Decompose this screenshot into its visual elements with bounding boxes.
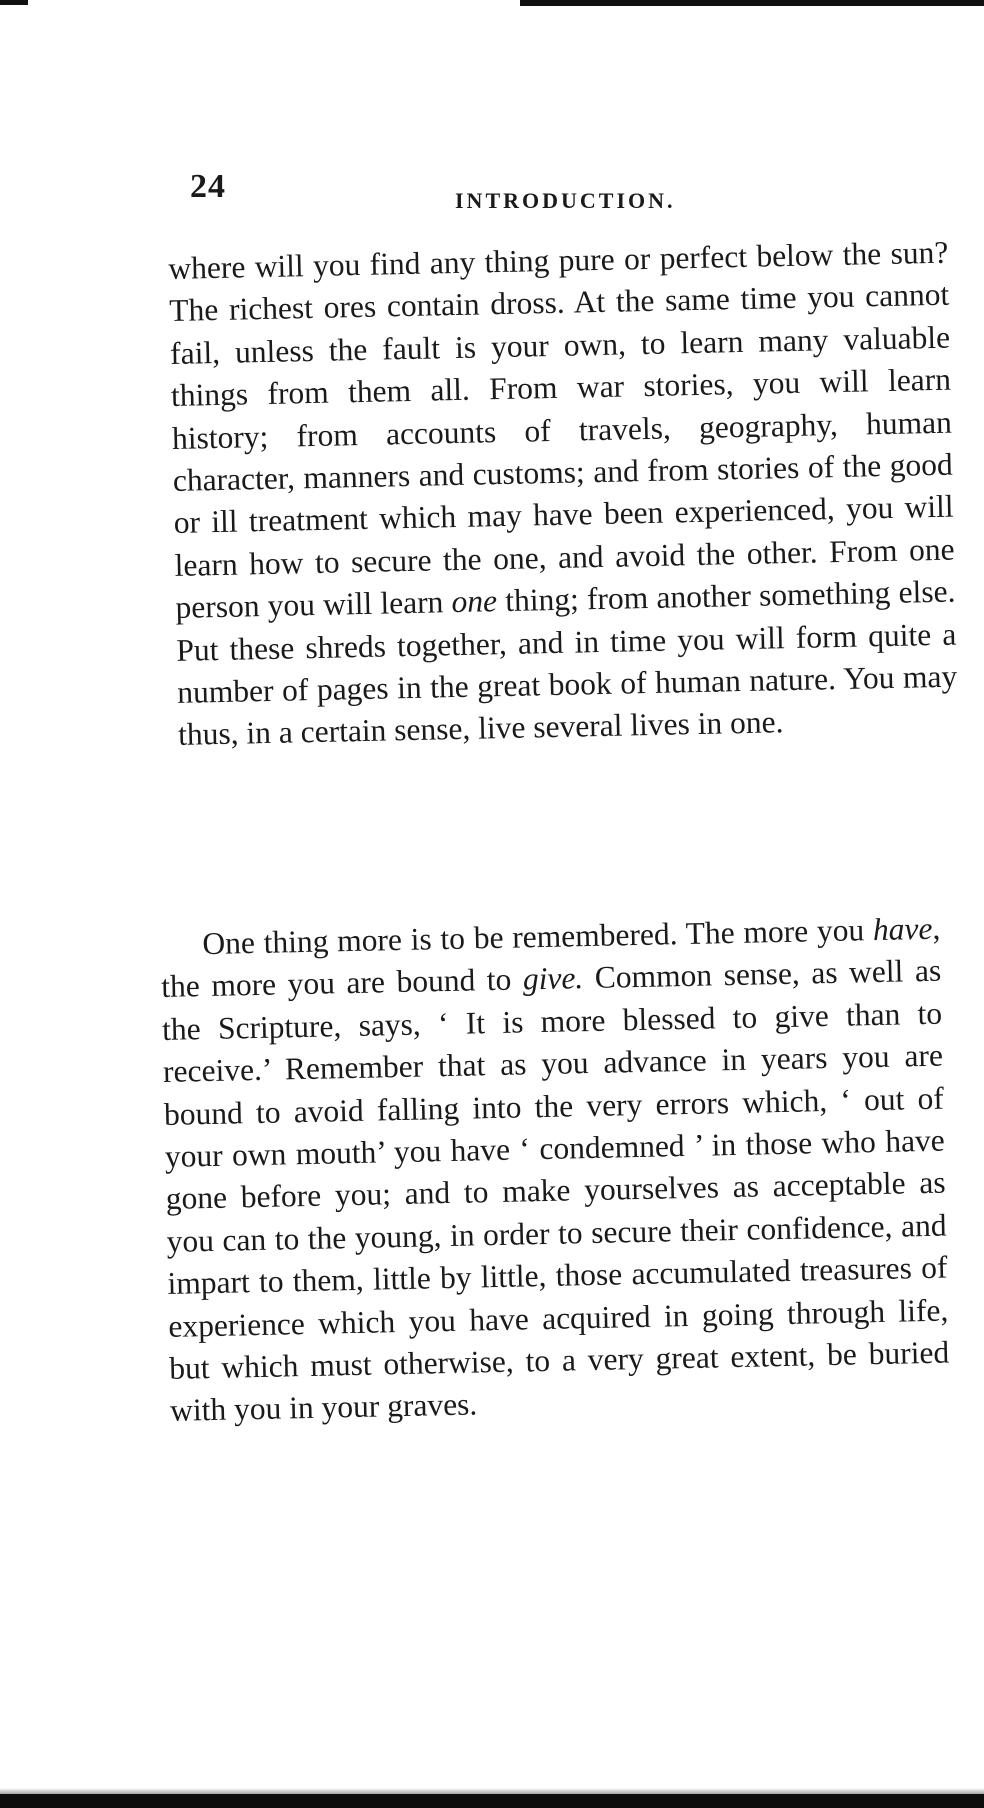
paragraph-2-part-2: , the more you are bound to [160,910,941,1005]
paragraph-2-emphasis-give: give. [522,960,584,997]
paragraph-1 [168,232,958,757]
paragraph-2-part-3: Common sense, as well as the Scripture, says, ‘ It is more blessed to give than to receive.’ Remember that as you advance in years you are bound to avoid falling into the very errors which, ‘ out of your own mouth’ you have ‘ condemned ’ in those who have gone before you; and to make yourselves as acceptable as you can to the young, in order to secure their confidence, and impart to them, little by little, those accumulated treasures of experience which you have acquired in going through life, but which must otherwise, to a very great extent, be buried with you in your graves. [161,953,950,1429]
page-number: 24 [190,168,226,205]
scan-edge-top [520,0,984,6]
paragraph-1-emphasis: one [451,583,498,620]
paragraph-2-emphasis-have: have [872,910,933,948]
paragraph-1-part-2: thing; from another something else. Put these shreds together, and in time you will form quite a number of pages in the great book of human nature. You may thus, in a certain sense, live several lives in one. [176,573,958,753]
scan-edge-top-left [0,0,28,5]
scan-edge-bottom [0,1794,984,1808]
paragraph-2-text [160,908,950,1433]
running-title: INTRODUCTION. [455,188,676,213]
paragraph-1-part-1: where will you find any thing pure or perfect below the sun? The richest ores contain dross. At the same time you cannot fail, unless the fault is your own, to learn many valuable things from them all. From war stories, you will learn history; from accounts of travels, geography, human character, manners and customs; and from stories of the good or ill treatment which may have been experienced, you will learn how to secure the one, and avoid the other. From one person you will learn [168,234,955,626]
paragraph-2 [160,908,950,1433]
paragraph-1-text [168,232,958,757]
paragraph-2-part-1: One thing more is to be remembered. The more you [202,912,874,962]
